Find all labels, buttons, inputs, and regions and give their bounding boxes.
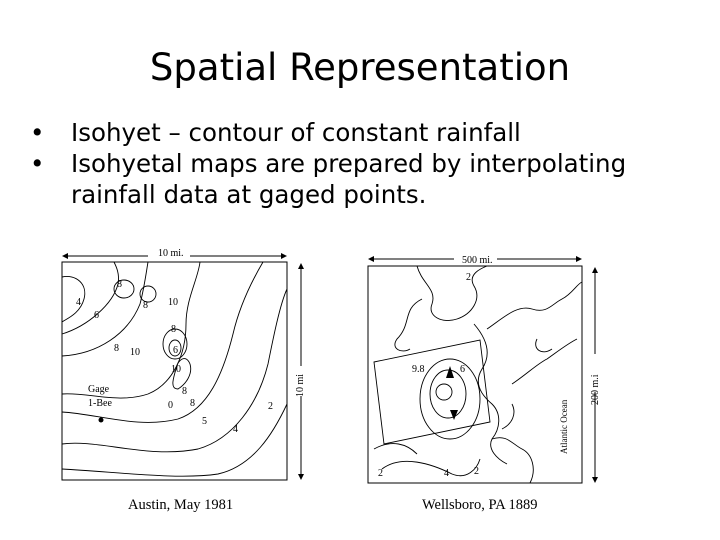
- contour-value: 5: [202, 416, 207, 427]
- contour-value: 9.8: [412, 364, 425, 375]
- isohyet-contours: [374, 359, 480, 476]
- storm-arrow-marker: [446, 366, 454, 378]
- map-width-label: 10 mi.: [158, 248, 184, 259]
- bullet-text: Isohyet – contour of constant rainfall: [71, 118, 521, 147]
- map-caption-austin: Austin, May 1981: [128, 497, 234, 513]
- contour-value: 8: [182, 386, 187, 397]
- gage-label: 1-Bee: [88, 398, 112, 409]
- contour-value: 10: [168, 297, 178, 308]
- contour-value: 10: [171, 364, 181, 375]
- contour-value: 2: [466, 272, 471, 283]
- storm-region-outline: [374, 340, 490, 444]
- contour-value: 8: [171, 324, 176, 335]
- ocean-label: Atlantic Ocean: [559, 399, 569, 454]
- contour-value: 4: [233, 424, 238, 435]
- slide-title: Spatial Representation: [149, 46, 571, 89]
- contour-value: 4: [444, 468, 449, 479]
- bullet-item: [30, 117, 700, 148]
- contour-value: 2: [474, 466, 479, 477]
- contour-value: 8: [143, 300, 148, 311]
- map-caption-wellsboro: Wellsboro, PA 1889: [422, 497, 538, 513]
- contour-value: 8: [190, 398, 195, 409]
- contour-value: 8: [117, 279, 122, 290]
- bullet-marker: •: [30, 149, 45, 178]
- contour-value: 6: [173, 345, 178, 356]
- contour-value: 4: [76, 297, 81, 308]
- austin-isohyetal-map: [58, 244, 308, 484]
- contour-value: 2: [268, 401, 273, 412]
- contour-value: 8: [114, 343, 119, 354]
- contour-value: 0: [168, 400, 173, 411]
- map-height-label: 10 mi: [295, 373, 306, 397]
- contour-value: 6: [460, 364, 465, 375]
- gage-point: [99, 418, 104, 423]
- bullet-marker: •: [30, 118, 45, 147]
- contour-value: 2: [378, 468, 383, 479]
- bullet-text: Isohyetal maps are prepared by interpolating rainfall data at gaged points.: [71, 149, 627, 209]
- contour-value: 6: [94, 310, 99, 321]
- gage-label: Gage: [88, 384, 110, 395]
- map-height-label: 200 m.i: [590, 374, 601, 405]
- bullet-item: [30, 148, 700, 210]
- map-frame: [368, 266, 582, 483]
- contour-value: 10: [130, 347, 140, 358]
- wellsboro-isohyetal-map: [362, 244, 610, 486]
- bullet-list: [30, 117, 700, 210]
- map-width-label: 500 mi.: [462, 255, 493, 266]
